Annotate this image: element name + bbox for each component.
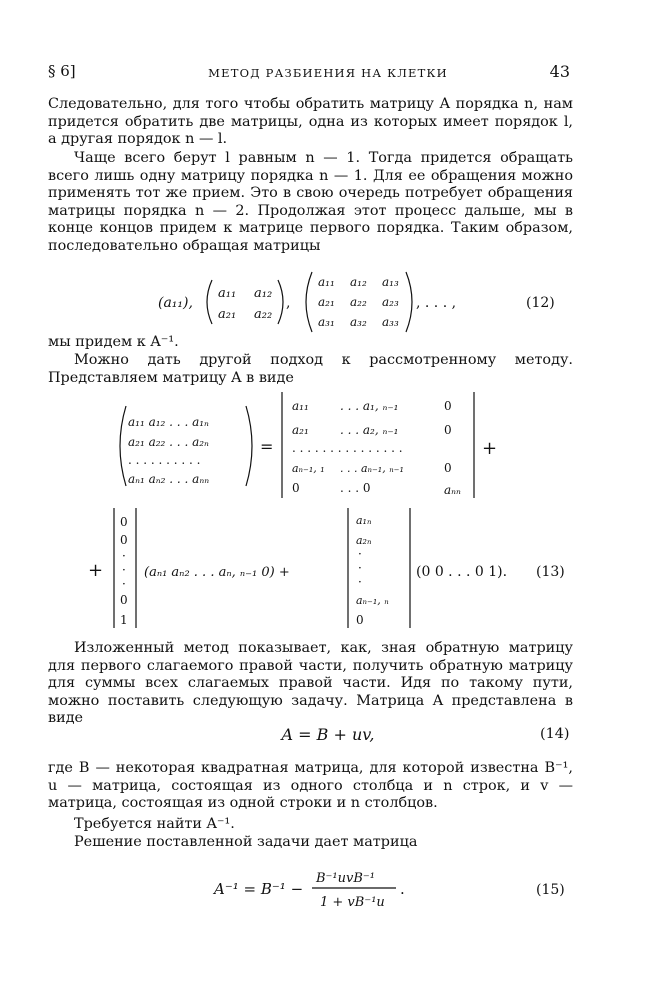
eq15-numerator: B⁻¹uvB⁻¹	[316, 871, 375, 886]
eq13-col2-cell: ·	[358, 547, 362, 561]
eq13-lhs-left-paren	[120, 406, 126, 486]
equation-12	[150, 270, 590, 334]
equation-14: A = B + uv,	[281, 725, 375, 744]
eq13-block-cell: 0	[444, 423, 452, 437]
eq13-plus: +	[482, 438, 498, 459]
eq13-col1-cell: 0	[120, 593, 128, 607]
eq13-col2-cell: ·	[358, 575, 362, 589]
eq12-m3-cell: a₂₂	[350, 295, 367, 309]
eq13-block-cell: . . . 0	[340, 481, 371, 495]
eq13-row1: (aₙ₁ aₙ₂ . . . aₙ, ₙ₋₁ 0) +	[144, 565, 290, 580]
eq13-block-cell: aₙ₋₁, ₁	[292, 462, 325, 475]
paragraph-5: Изложенный метод показывает, как, зная обратную матрицу для первого слагаемого правой части, получить обратную матрицу для суммы всех слагаемых правой части. Идя по такому пути, можно поставить следующую задачу. Матрица A представлена в виде	[48, 640, 573, 727]
eq13-lhs-row: aₙ₁ aₙ₂ . . . aₙₙ	[128, 472, 210, 486]
svg-text:=: =	[260, 437, 274, 456]
eq12-m3-cell: a₁₃	[382, 275, 399, 289]
eq13-col2-cell: 0	[356, 613, 364, 627]
eq13-lhs-row: . . . . . . . . . .	[128, 453, 201, 467]
paragraph-4: Можно дать другой подход к рассмотренному методу. Представляем матрицу A в виде	[48, 352, 573, 386]
paragraph-6: где B — некоторая квадратная матрица, для которой известна B⁻¹, u — матрица, состоящая из одного столбца и n строк, и v — матрица, состоящая из одной строки и n столбцов.	[48, 760, 573, 812]
eq12-m3-right-paren	[406, 272, 412, 332]
eq13-block-cell: a₂₁	[292, 423, 309, 437]
eq12-number: (12)	[526, 295, 555, 311]
eq15-denominator: 1 + vB⁻¹u	[320, 895, 385, 910]
eq15-lhs: A⁻¹ = B⁻¹ −	[214, 880, 304, 898]
eq13-block-cell: . . . a₁, ₙ₋₁	[340, 399, 399, 413]
eq13-block-cell: 0	[292, 481, 300, 495]
eq12-m3-cell: a₂₁	[318, 295, 335, 309]
eq13-col1-cell: ·	[122, 577, 126, 591]
eq12-m2-cell: a₁₁	[218, 286, 237, 301]
eq15-number: (15)	[536, 882, 565, 898]
eq12-m3-cell: a₃₂	[350, 315, 367, 329]
eq13-number: (13)	[536, 564, 565, 580]
eq12-m2-cell: a₁₂	[254, 286, 273, 301]
eq12-m3-cell: a₃₁	[318, 315, 335, 329]
eq12-m3-cell: a₂₃	[382, 295, 399, 309]
eq12-ellipsis: , . . . ,	[416, 295, 457, 311]
eq13-block-cell: 0	[444, 399, 452, 413]
eq13-block-cell: . . . aₙ₋₁, ₙ₋₁	[340, 462, 404, 475]
eq14-number: (14)	[540, 726, 570, 742]
eq13-col1-cell: 0	[120, 533, 128, 547]
equation-13-top	[100, 388, 520, 504]
eq13-col1-cell: ·	[122, 549, 126, 563]
eq12-m2-cell: a₂₁	[218, 307, 237, 322]
eq13-block-cell: a₁₁	[292, 399, 309, 413]
eq12-m2-cell: a₂₂	[254, 307, 273, 322]
page-number: 43	[549, 62, 570, 81]
svg-text:,: ,	[286, 295, 291, 311]
eq12-m2-left-paren	[207, 280, 212, 324]
eq15-period: .	[400, 880, 405, 898]
equation-15	[210, 860, 590, 916]
eq13-col1-cell: ·	[122, 563, 126, 577]
eq12-m3-cell: a₁₂	[350, 275, 367, 289]
eq12-m2-right-paren	[278, 280, 283, 324]
running-title: МЕТОД РАЗБИЕНИЯ НА КЛЕТКИ	[208, 66, 448, 80]
paragraph-2: Чаще всего берут l равным n — 1. Тогда придется обращать всего лишь одну матрицу порядка n — 1. Для ее обращения можно применять тот же прием. Это в свою очередь потребует обращения матрицы порядка n — 2. Продолжая этот процесс дальше, мы в конце концов придем к матрице первого порядка. Таким образом, последовательно обращая матрицы	[48, 150, 573, 254]
eq13-row2: (0 0 . . . 0 1).	[416, 564, 508, 580]
paragraph-3: мы придем к A⁻¹.	[48, 334, 179, 350]
eq13-col1-cell: 1	[120, 613, 128, 627]
eq13-block-cell: 0	[444, 461, 452, 475]
eq13-col2-cell: ·	[358, 561, 362, 575]
eq13-block-cell: aₙₙ	[444, 483, 461, 497]
eq12-m3-cell: a₃₃	[382, 315, 399, 329]
eq12-m3-cell: a₁₁	[318, 275, 335, 289]
eq13-leading-plus: +	[88, 560, 104, 581]
section-marker: § 6]	[48, 62, 76, 80]
eq13-lhs-row: a₁₁ a₁₂ . . . a₁ₙ	[128, 415, 209, 429]
eq12-matrix-1: (a₁₁),	[158, 295, 193, 311]
eq13-lhs-row: a₂₁ a₂₂ . . . a₂ₙ	[128, 435, 209, 449]
eq13-col2-cell: a₁ₙ	[356, 514, 372, 527]
eq13-col1-cell: 0	[120, 515, 128, 529]
eq13-block-cell: . . . a₂, ₙ₋₁	[340, 423, 399, 437]
paragraph-1: Следовательно, для того чтобы обратить матрицу A порядка n, нам придется обратить две матрицы, одна из которых имеет порядок l, а другая порядок n — l.	[48, 96, 573, 148]
eq13-col2-cell: a₂ₙ	[356, 534, 372, 547]
eq13-block-cell: . . . . . . . . . . . . . . .	[292, 441, 403, 455]
eq12-m3-left-paren	[306, 272, 312, 332]
equation-13-bottom	[84, 504, 584, 634]
eq13-col2-cell: aₙ₋₁, ₙ	[356, 594, 389, 607]
paragraph-8: Решение поставленной задачи дает матрица	[74, 834, 418, 850]
paragraph-7: Требуется найти A⁻¹.	[74, 816, 235, 832]
eq13-lhs-right-paren	[246, 406, 252, 486]
